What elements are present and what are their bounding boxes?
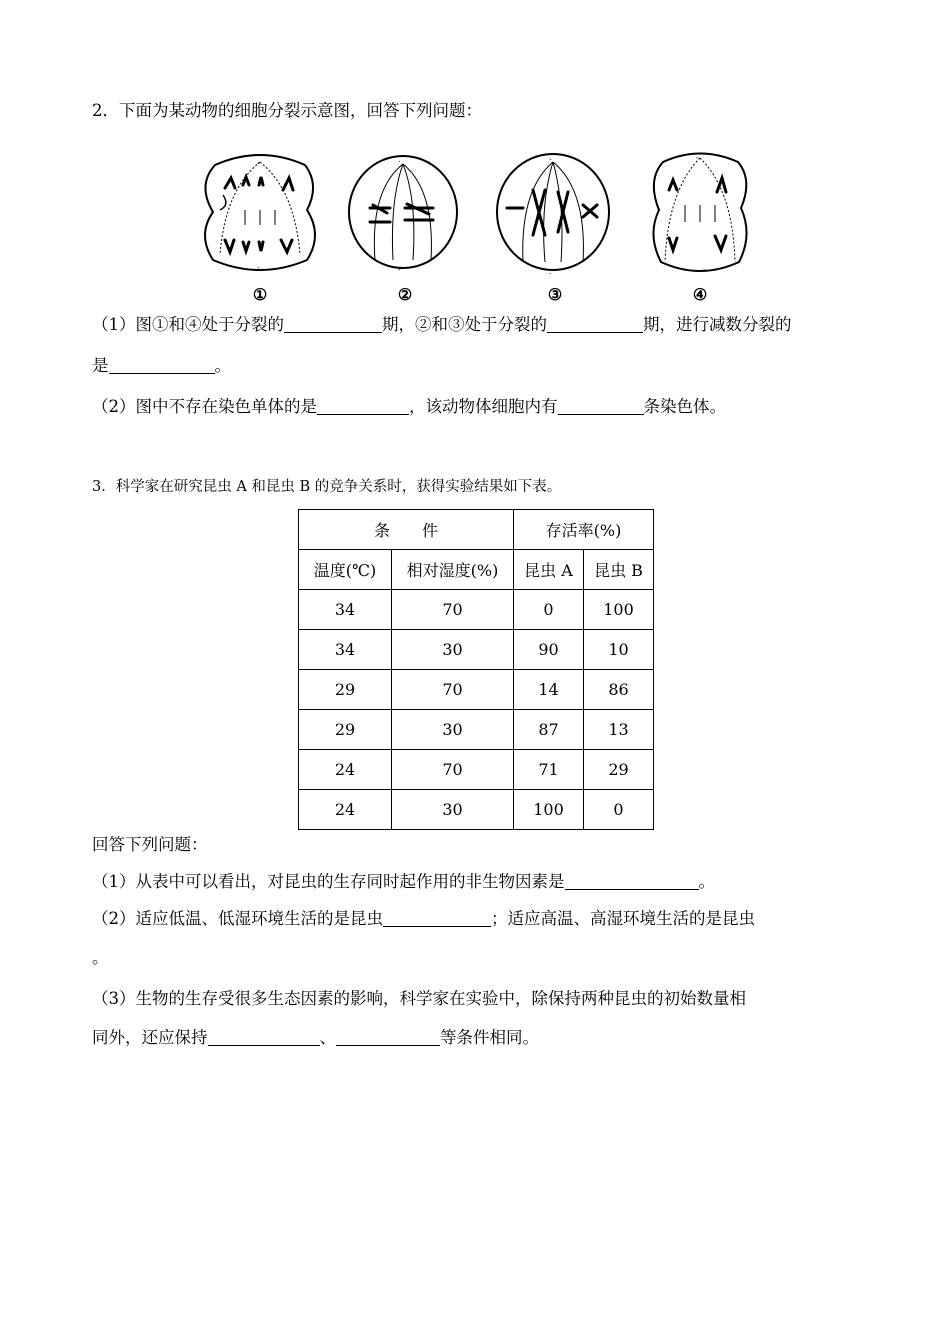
q3-p3-text-b: 同外，还应保持 [92, 1028, 208, 1047]
q3-p2-blank-1[interactable] [383, 908, 491, 927]
cell-temperature: 34 [299, 590, 392, 630]
cell-insect-b: 86 [584, 670, 654, 710]
table-header-row [299, 550, 654, 590]
q2-p2-blank-1[interactable] [317, 396, 409, 415]
table-row [299, 750, 654, 790]
cell-humidity: 70 [392, 750, 514, 790]
q3-p1-blank[interactable] [565, 871, 699, 890]
cell-temperature: 24 [299, 790, 392, 830]
cell-humidity: 30 [392, 790, 514, 830]
q2-part1-line1 [92, 313, 792, 337]
cell-figure-4 [643, 150, 758, 280]
figure-label-4: ④ [692, 285, 708, 304]
cell-insect-b: 0 [584, 790, 654, 830]
group-header-conditions: 条 件 [299, 510, 514, 550]
q3-p2-text-b: ；适应高温、高湿环境生活的是昆虫 [491, 909, 755, 928]
cell-temperature: 29 [299, 710, 392, 750]
q2-p2-text-b: ，该动物体细胞内有 [409, 397, 558, 416]
cell-humidity: 30 [392, 630, 514, 670]
q2-p2-text-a: （2）图中不存在染色单体的是 [92, 397, 317, 416]
q3-intro: 3．科学家在研究昆虫 A 和昆虫 B 的竞争关系时，获得实验结果如下表。 [92, 479, 562, 495]
cell-insect-a: 90 [514, 630, 584, 670]
figure-label-3: ③ [547, 285, 563, 304]
cell-humidity: 30 [392, 710, 514, 750]
q2-p1-blank-1[interactable] [284, 314, 382, 333]
header-temperature: 温度(℃) [299, 550, 392, 590]
cell-humidity: 70 [392, 670, 514, 710]
q3-p2-text-a: （2）适应低温、低湿环境生活的是昆虫 [92, 909, 383, 928]
svg-text:-: - [696, 153, 699, 162]
q3-answer-prompt: 回答下列问题： [92, 835, 208, 854]
survival-table [298, 509, 654, 830]
cell-insect-a: 0 [514, 590, 584, 630]
q3-part3-line1: （3）生物的生存受很多生态因素的影响，科学家在实验中，除保持两种昆虫的初始数量相 [92, 989, 746, 1008]
cell-division-figures [195, 150, 765, 310]
group-header-survival: 存活率(%) [514, 510, 654, 550]
q2-p1-text-a: （1）图①和④处于分裂的 [92, 315, 284, 334]
q3-p3-text-d: 等条件相同。 [440, 1028, 539, 1047]
q2-p1-text-d: 是 [92, 356, 109, 375]
q2-p1-text-c: 期，进行减数分裂的 [643, 315, 792, 334]
header-humidity: 相对湿度(%) [392, 550, 514, 590]
cell-drawing-3 [495, 150, 615, 280]
header-insect-a: 昆虫 A [514, 550, 584, 590]
cell-insect-b: 100 [584, 590, 654, 630]
cell-drawing-2 [345, 150, 465, 280]
svg-text:-: - [257, 159, 260, 168]
q3-part2-line1 [92, 907, 755, 931]
figure-label-2: ② [397, 285, 413, 304]
figure-label-1: ① [252, 285, 268, 304]
svg-text:-: - [257, 263, 260, 272]
table-row [299, 590, 654, 630]
cell-insect-b: 29 [584, 750, 654, 790]
q2-p1-text-e: 。 [214, 356, 231, 375]
q3-part2-line2: 。 [92, 948, 109, 967]
table-row [299, 630, 654, 670]
cell-temperature: 29 [299, 670, 392, 710]
q2-p1-blank-2[interactable] [547, 314, 643, 333]
svg-text:.: . [549, 153, 552, 162]
q3-p3-blank-2[interactable] [336, 1027, 440, 1046]
svg-text:.: . [549, 267, 552, 276]
table-group-header-row [299, 510, 654, 550]
q2-p1-blank-3[interactable] [109, 355, 215, 374]
q3-p3-blank-1[interactable] [208, 1027, 320, 1046]
svg-text:.: . [398, 155, 401, 164]
table-row [299, 710, 654, 750]
q2-p2-text-c: 条染色体。 [643, 397, 726, 416]
svg-text:-: - [398, 265, 401, 274]
q3-part3-line2 [92, 1026, 539, 1050]
cell-drawing-4 [643, 150, 758, 280]
q2-part2 [92, 395, 726, 419]
cell-figure-2 [345, 150, 465, 280]
q3-part1 [92, 870, 715, 894]
cell-insect-a: 87 [514, 710, 584, 750]
q3-p1-text-b: 。 [698, 872, 715, 891]
q2-part1-line2 [92, 354, 231, 378]
q3-p1-text-a: （1）从表中可以看出，对昆虫的生存同时起作用的非生物因素是 [92, 872, 565, 891]
cell-insect-a: 71 [514, 750, 584, 790]
cell-insect-b: 13 [584, 710, 654, 750]
q2-p1-text-b: 期，②和③处于分裂的 [382, 315, 547, 334]
header-insect-b: 昆虫 B [584, 550, 654, 590]
table-row [299, 670, 654, 710]
cell-drawing-1 [195, 150, 325, 280]
cell-figure-3 [495, 150, 615, 280]
q3-p3-text-c: 、 [319, 1028, 336, 1047]
cell-insect-b: 10 [584, 630, 654, 670]
cell-temperature: 34 [299, 630, 392, 670]
table-row [299, 790, 654, 830]
q2-intro: 2．下面为某动物的细胞分裂示意图，回答下列问题： [92, 101, 482, 120]
cell-insect-a: 14 [514, 670, 584, 710]
cell-insect-a: 100 [514, 790, 584, 830]
q2-p2-blank-2[interactable] [558, 396, 644, 415]
cell-humidity: 70 [392, 590, 514, 630]
cell-figure-1 [195, 150, 325, 280]
svg-text:-: - [703, 265, 706, 274]
cell-temperature: 24 [299, 750, 392, 790]
